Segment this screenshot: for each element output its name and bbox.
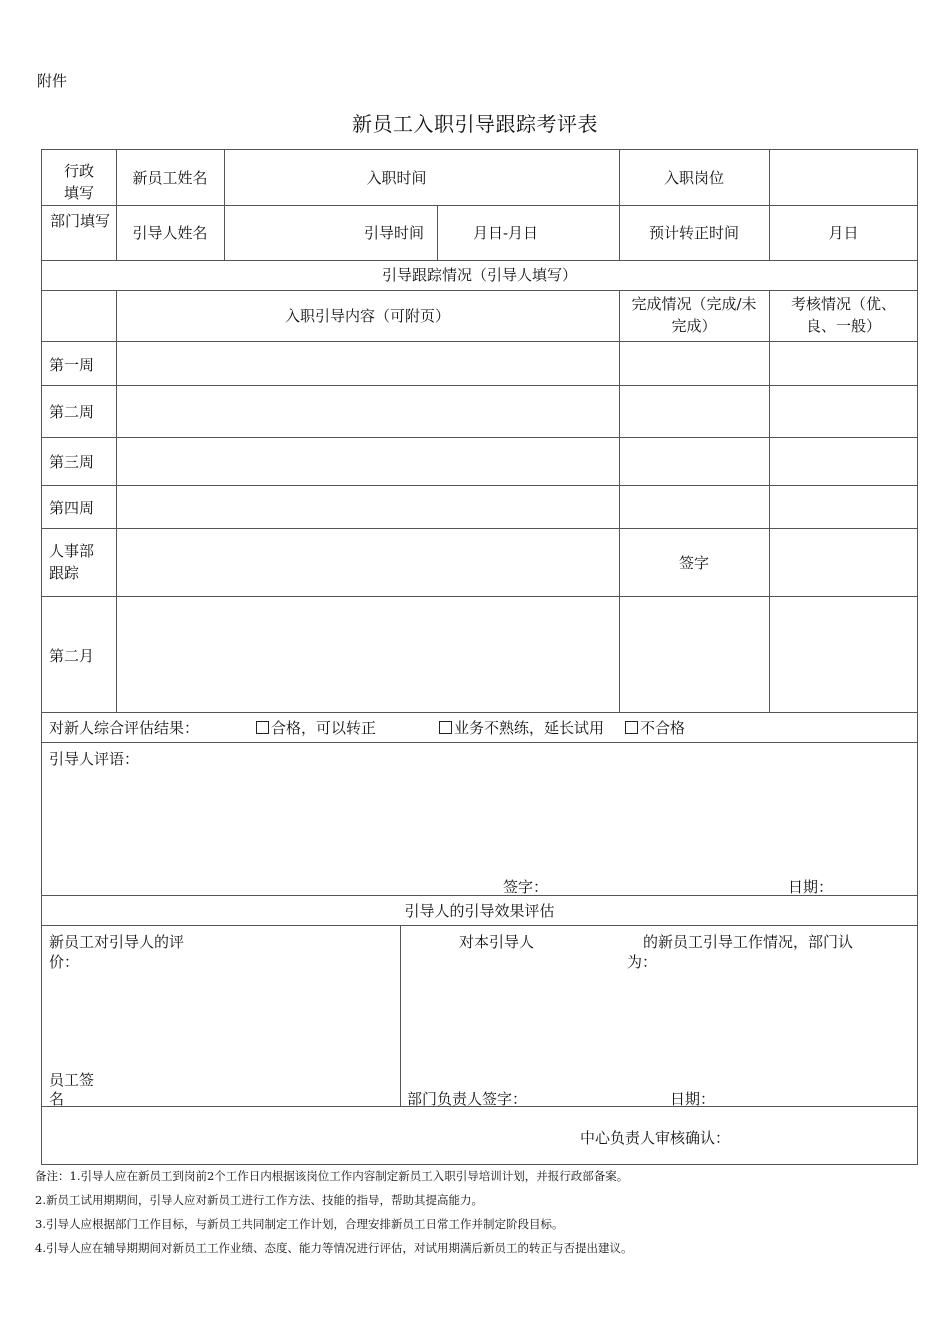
option-unqualified-label: 不合格 [640,719,686,737]
checkbox-unqualified[interactable] [625,721,638,734]
row-divider [41,205,918,206]
employee-sign-label-line1: 员工签 [49,1071,95,1089]
hr-sign-label: 签字 [678,554,709,572]
rating-header: 考核情况（优、良、一般） [790,295,896,335]
note-1: 备注：1.引导人应在新员工到岗前2个工作日内根据该岗位工作内容制定新员工入职引导培训计划，并报行政部备案。 [35,1169,629,1183]
expected-regular-time-label: 预计转正时间 [648,224,739,242]
option-extend-probation[interactable] [439,717,604,739]
center-head-confirm-label: 中心负责人审核确认： [580,1129,731,1147]
dept-opinion-prefix: 对本引导人 [459,933,535,951]
guide-time-label: 引导时间 [364,224,425,242]
dept-opinion-suffix-line2: 为： [627,953,658,971]
mentor-sign-label: 签字： [503,878,549,896]
option-qualified[interactable] [256,717,376,739]
row-divider [41,290,918,291]
tracking-section-title: 引导跟踪情况（引导人填写） [381,266,577,284]
row-divider [41,437,918,438]
attachment-label: 附件 [37,72,68,90]
mentor-name-label: 引导人姓名 [132,224,208,242]
option-unqualified[interactable] [625,717,685,739]
evaluation-result-label: 对新人综合评估结果： [49,719,200,737]
new-employee-name-label: 新员工姓名 [132,169,208,187]
completion-header: 完成情况（完成/未完成） [631,295,757,335]
row-divider [41,596,918,597]
dept-fill-label: 部门填写 [50,212,111,230]
guide-time-value: 月日-月日 [472,224,539,242]
dept-opinion-suffix-line1: 的新员工引导工作情况，部门认 [643,933,854,951]
month-2-label: 第二月 [49,647,95,665]
week-2-label: 第二周 [49,403,95,421]
row-divider [41,712,918,713]
col-divider [116,290,117,712]
checkbox-qualified[interactable] [256,721,269,734]
effect-section-title: 引导人的引导效果评估 [404,902,555,920]
row-divider [41,925,918,926]
week-1-label: 第一周 [49,356,95,374]
entry-time-label: 入职时间 [366,169,427,187]
note-3: 3.引导人应根据部门工作目标，与新员工共同制定工作计划，合理安排新员工日常工作并制定阶段目标。 [35,1217,564,1231]
dept-head-sign-label: 部门负责人签字： [407,1090,528,1108]
note-2: 2.新员工试用期期间，引导人应对新员工进行工作方法、技能的指导，帮助其提高能力。 [35,1193,483,1207]
checkbox-extend-probation[interactable] [439,721,452,734]
col-divider [400,925,401,1106]
col-divider [224,149,225,260]
entry-position-label: 入职岗位 [663,169,724,187]
note-4: 4.引导人应在辅导期期间对新员工工作业绩、态度、能力等情况进行评估，对试用期满后新员工的转正与否提出建议。 [35,1241,633,1255]
option-qualified-label: 合格，可以转正 [271,719,377,737]
row-divider [41,485,918,486]
col-divider [619,290,620,712]
row-divider [41,260,918,261]
option-extend-probation-label: 业务不熟练，延长试用 [454,719,605,737]
mentor-date-label: 日期： [788,878,834,896]
dept-head-date-label: 日期： [670,1090,716,1108]
row-divider [41,528,918,529]
form-title: 新员工入职引导跟踪考评表 [352,112,598,136]
week-4-label: 第四周 [49,499,95,517]
admin-fill-label: 行政填写 [63,162,94,202]
guide-content-header: 入职引导内容（可附页） [284,307,450,325]
employee-sign-label-line2: 名 [49,1090,65,1108]
mentor-comment-label: 引导人评语： [49,750,140,768]
row-divider [41,742,918,743]
expected-regular-time-value: 月日 [828,224,859,242]
row-divider [41,895,918,896]
col-divider [769,290,770,712]
employee-eval-label-line2: 价： [49,953,80,971]
hr-tracking-label: 人事部跟踪 [49,542,95,582]
row-divider [41,341,918,342]
row-divider [41,385,918,386]
week-3-label: 第三周 [49,453,95,471]
employee-eval-label-line1: 新员工对引导人的评 [49,933,185,951]
